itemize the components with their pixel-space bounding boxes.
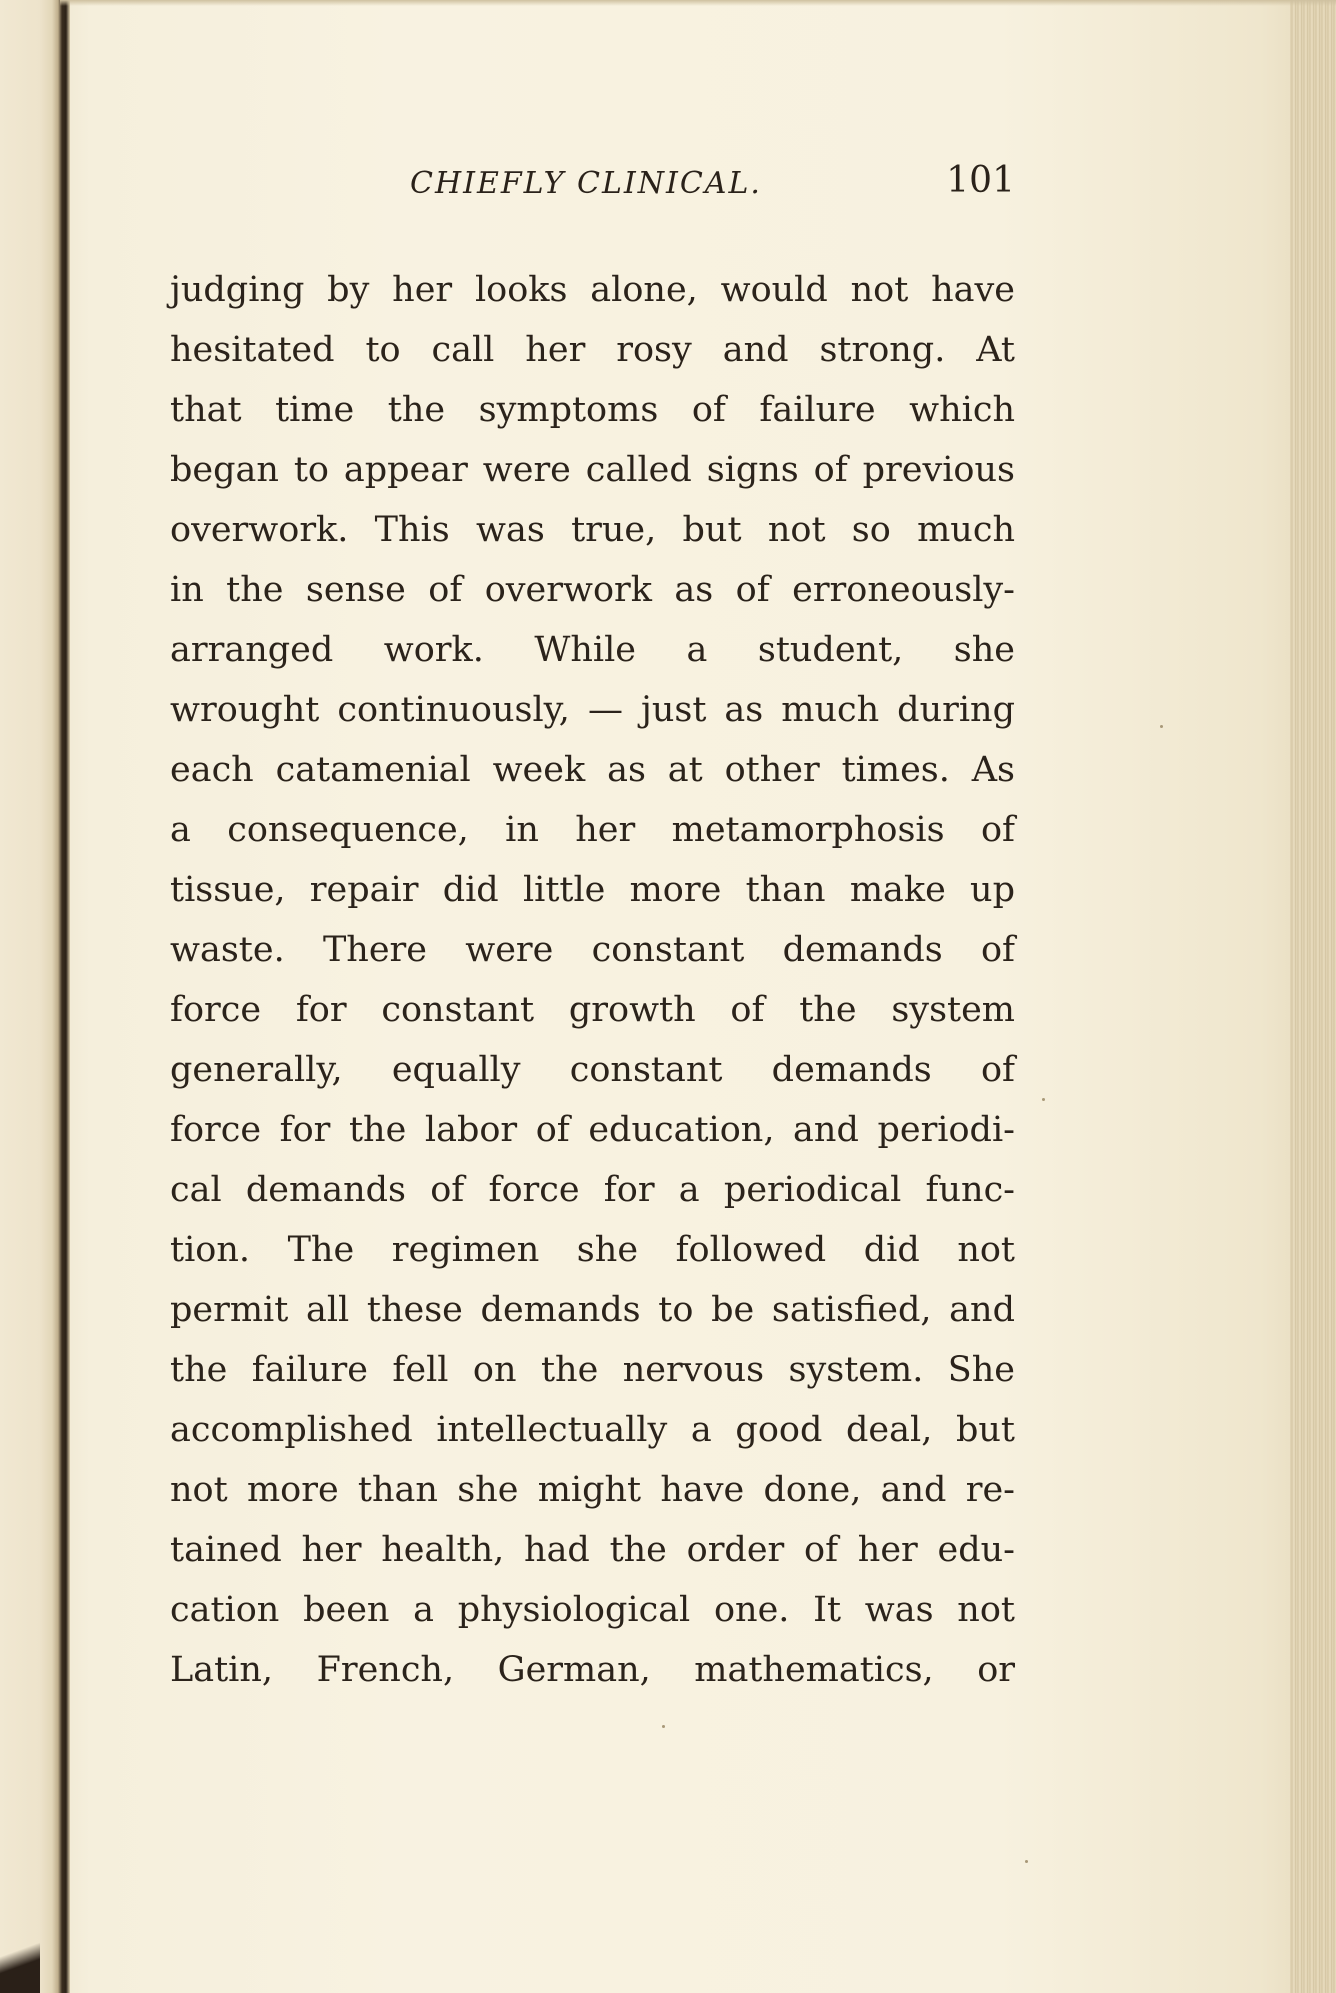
text-line: waste. There were constant demands of — [170, 930, 1015, 970]
paper-speck — [1160, 725, 1163, 728]
text-line: generally, equally constant demands of — [170, 1050, 1015, 1090]
page-edges — [1290, 0, 1336, 1993]
text-line: hesitated to call her rosy and strong. At — [170, 330, 1015, 370]
text-line: cation been a physiological one. It was not — [170, 1590, 1015, 1630]
text-line: Latin, French, German, mathematics, or — [170, 1650, 1015, 1690]
paper-speck — [1042, 1098, 1045, 1101]
text-line: began to appear were called signs of previous — [170, 450, 1015, 490]
top-edge-shadow — [60, 0, 1336, 6]
text-line: each catamenial week as at other times. As — [170, 750, 1015, 790]
paper-speck — [1025, 1860, 1028, 1863]
body-text — [170, 260, 1015, 1700]
running-head-title: CHIEFLY CLINICAL. — [410, 166, 762, 201]
text-line: judging by her looks alone, would not have — [170, 270, 1015, 310]
text-line: wrought continuously, — just as much during — [170, 690, 1015, 730]
running-head — [170, 160, 1015, 210]
text-line: cal demands of force for a periodical func- — [170, 1170, 1015, 1210]
text-line: accomplished intellectually a good deal, but — [170, 1410, 1015, 1450]
text-line: permit all these demands to be satisfied, and — [170, 1290, 1015, 1330]
binding-corner-shadow — [0, 1923, 40, 1993]
paper-speck — [662, 1725, 665, 1728]
text-line: force for constant growth of the system — [170, 990, 1015, 1030]
text-line: arranged work. While a student, she — [170, 630, 1015, 670]
text-line: the failure fell on the nervous system. She — [170, 1350, 1015, 1390]
text-line: in the sense of overwork as of erroneously- — [170, 570, 1015, 610]
text-line: that time the symptoms of failure which — [170, 390, 1015, 430]
text-line: force for the labor of education, and periodi- — [170, 1110, 1015, 1150]
text-line: tained her health, had the order of her edu- — [170, 1530, 1015, 1570]
text-line: tissue, repair did little more than make up — [170, 870, 1015, 910]
text-line: tion. The regimen she followed did not — [170, 1230, 1015, 1270]
text-line: not more than she might have done, and re- — [170, 1470, 1015, 1510]
text-line: a consequence, in her metamorphosis of — [170, 810, 1015, 850]
page-number: 101 — [946, 160, 1015, 201]
book-binding — [0, 0, 70, 1993]
text-line: overwork. This was true, but not so much — [170, 510, 1015, 550]
